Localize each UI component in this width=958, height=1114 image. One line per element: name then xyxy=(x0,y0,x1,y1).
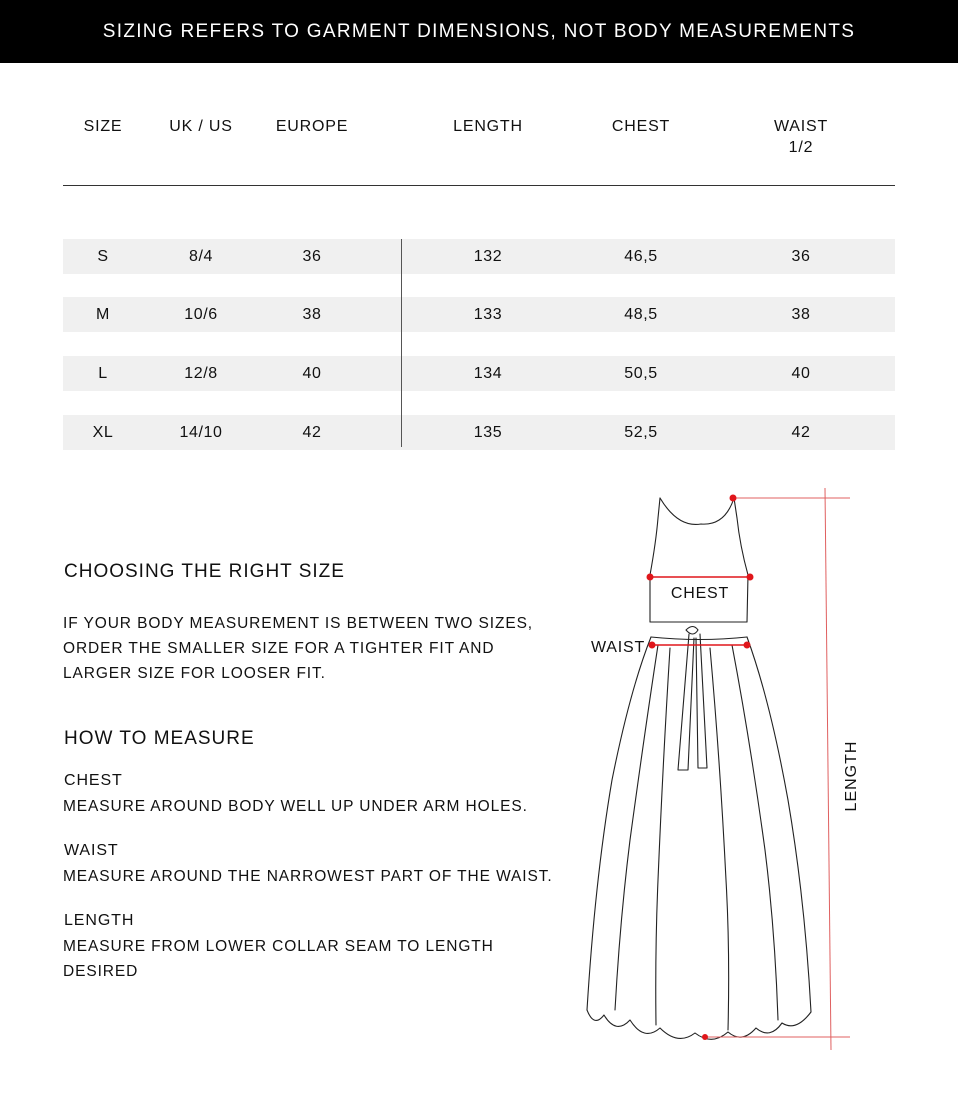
header-waist-label: WAIST xyxy=(773,118,829,135)
header-waist-half: 1/2 xyxy=(788,139,814,156)
cell-length: 133 xyxy=(473,306,503,323)
header-divider xyxy=(63,185,895,186)
waist-instruction: MEASURE AROUND THE NARROWEST PART OF THE WAIST. xyxy=(63,868,553,885)
waist-right-point xyxy=(744,642,751,649)
cell-uk-us: 10/6 xyxy=(184,306,218,323)
cell-chest: 48,5 xyxy=(624,306,658,323)
chest-label: CHEST xyxy=(670,585,730,602)
length-heading: LENGTH xyxy=(64,912,135,929)
cell-europe: 38 xyxy=(302,306,322,323)
table-row xyxy=(63,297,895,332)
cell-chest: 50,5 xyxy=(624,365,658,382)
header-size: SIZE xyxy=(83,118,123,135)
length-instruction-line: MEASURE FROM LOWER COLLAR SEAM TO LENGTH xyxy=(63,938,494,955)
choosing-line: ORDER THE SMALLER SIZE FOR A TIGHTER FIT AND xyxy=(63,640,495,657)
length-vertical-guide xyxy=(825,488,831,1050)
table-row xyxy=(63,415,895,450)
chest-left-point xyxy=(647,574,654,581)
cell-waist: 40 xyxy=(791,365,811,382)
choosing-title: CHOOSING THE RIGHT SIZE xyxy=(64,561,345,582)
dress-diagram xyxy=(560,480,870,1070)
chest-heading: CHEST xyxy=(64,772,123,789)
cell-uk-us: 8/4 xyxy=(188,248,214,265)
waist-left-point xyxy=(649,642,656,649)
cell-size: S xyxy=(97,248,109,265)
length-guides xyxy=(705,488,850,1050)
sizing-banner xyxy=(0,0,958,63)
cell-size: XL xyxy=(92,424,114,441)
chest-right-point xyxy=(747,574,754,581)
cell-size: L xyxy=(98,365,108,382)
table-row xyxy=(63,239,895,274)
choosing-text xyxy=(63,611,563,686)
length-instruction-line: DESIRED xyxy=(63,963,139,980)
cell-chest: 46,5 xyxy=(624,248,658,265)
choosing-line: IF YOUR BODY MEASUREMENT IS BETWEEN TWO SIZES, xyxy=(63,615,534,632)
length-instruction xyxy=(63,934,563,984)
hem-point xyxy=(702,1034,708,1040)
cell-europe: 40 xyxy=(302,365,322,382)
header-waist xyxy=(774,116,828,158)
header-length: LENGTH xyxy=(453,118,523,135)
header-uk-us: UK / US xyxy=(169,118,233,135)
cell-chest: 52,5 xyxy=(624,424,658,441)
measure-title: HOW TO MEASURE xyxy=(64,728,255,749)
cell-uk-us: 14/10 xyxy=(179,424,223,441)
cell-waist: 36 xyxy=(791,248,811,265)
length-label: LENGTH xyxy=(843,740,860,812)
cell-uk-us: 12/8 xyxy=(184,365,218,382)
cell-europe: 42 xyxy=(302,424,322,441)
chest-instruction: MEASURE AROUND BODY WELL UP UNDER ARM HOLES. xyxy=(63,798,528,815)
cell-length: 134 xyxy=(473,365,503,382)
cell-length: 132 xyxy=(473,248,503,265)
waist-label: WAIST xyxy=(591,639,646,656)
cell-waist: 38 xyxy=(791,306,811,323)
table-row xyxy=(63,356,895,391)
table-column-divider xyxy=(401,239,402,447)
header-europe: EUROPE xyxy=(275,118,349,135)
collar-point xyxy=(730,495,737,502)
header-chest: CHEST xyxy=(611,118,671,135)
banner-text: SIZING REFERS TO GARMENT DIMENSIONS, NOT BODY MEASUREMENTS xyxy=(102,20,856,42)
cell-size: M xyxy=(96,306,110,323)
waist-heading: WAIST xyxy=(64,842,119,859)
dress-outline xyxy=(587,498,811,1039)
choosing-line: LARGER SIZE FOR LOOSER FIT. xyxy=(63,665,326,682)
cell-europe: 36 xyxy=(302,248,322,265)
cell-length: 135 xyxy=(473,424,503,441)
cell-waist: 42 xyxy=(791,424,811,441)
